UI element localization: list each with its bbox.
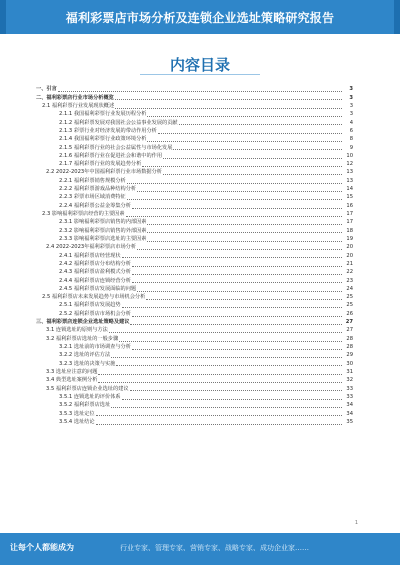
toc-entry[interactable] — [36, 293, 353, 301]
toc-entry[interactable] — [36, 143, 353, 151]
toc-entry[interactable] — [36, 359, 353, 367]
toc-entry-page: 4 — [349, 119, 353, 126]
toc-entry[interactable] — [36, 326, 353, 334]
toc-entry[interactable] — [36, 110, 353, 118]
toc-entry[interactable] — [36, 334, 353, 342]
toc-leader-dots — [98, 382, 342, 383]
toc-entry-text: 2.5.2 福利彩票店市场机会分析 — [59, 310, 131, 317]
toc-leader-dots — [111, 357, 342, 358]
toc-entry[interactable] — [36, 176, 353, 184]
report-title: 福利彩票店市场分析及连锁企业选址策略研究报告 — [65, 10, 335, 25]
header-ribbon-left — [0, 0, 6, 34]
toc-entry[interactable] — [36, 268, 353, 276]
toc-entry-text: 3.5.2 福利彩票店选址 — [59, 402, 111, 409]
toc-entry-page: 28 — [346, 335, 353, 342]
toc-entry[interactable] — [36, 160, 353, 168]
toc-entry-text: 3.4 典型选址案例分析 — [46, 377, 98, 384]
toc-entry[interactable] — [36, 376, 353, 384]
toc-entry-page: 3 — [349, 111, 353, 118]
toc-entry-text: 3.3 选址应注意的问题 — [46, 368, 98, 375]
toc-entry-text: 2.3 影响福利彩票店经营的主要因素 — [42, 211, 125, 217]
toc-entry-text: 2.4 2022-2023年福利彩票店市场分析 — [46, 244, 137, 251]
toc-leader-dots — [173, 149, 342, 150]
toc-leader-dots — [58, 91, 342, 92]
toc-entry[interactable] — [36, 309, 353, 317]
toc-entry-page: 3 — [349, 94, 353, 101]
toc-leader-dots — [109, 332, 342, 333]
toc-entry[interactable] — [36, 418, 353, 426]
toc-entry-page: 8 — [349, 136, 353, 143]
toc-entry-text: 2.2.4 福利彩票公益金筹集分析 — [59, 202, 131, 209]
toc-entry-page: 3 — [349, 86, 353, 93]
toc-entry-page: 13 — [346, 177, 353, 184]
toc-leader-dots — [132, 282, 342, 283]
toc-entry[interactable] — [36, 193, 353, 201]
toc-entry-page: 34 — [346, 410, 353, 417]
toc-entry[interactable] — [36, 201, 353, 209]
toc-entry-text: 2.3.2 影响福利彩票店销售的外部因素 — [59, 227, 147, 234]
footer-tagline: 让每个人都能成为 — [10, 543, 74, 552]
toc-entry-page: 24 — [346, 285, 353, 292]
toc-entry-page: 15 — [346, 194, 353, 201]
toc-entry-page: 27 — [346, 327, 353, 334]
toc-entry-text: 3.1 连锁选址的原则与方法 — [46, 327, 108, 334]
toc-entry-text: 2.2.3 彩票市场区域消费特征 — [59, 194, 126, 201]
toc-entry[interactable] — [36, 127, 353, 135]
toc-leader-dots — [119, 341, 342, 342]
toc-leader-dots — [96, 424, 342, 425]
toc-entry-text: 二、福利彩票店行业市场分析概览 — [36, 94, 114, 101]
toc-entry[interactable] — [36, 301, 353, 309]
toc-entry[interactable] — [36, 135, 353, 143]
toc-entry-page: 19 — [346, 235, 353, 242]
toc-entry-text: 2.4.2 福利彩票店分布结构分析 — [59, 260, 131, 267]
toc-leader-dots — [130, 324, 342, 325]
toc-title: 内容目录 — [169, 56, 230, 74]
toc-entry-page: 28 — [346, 344, 353, 350]
toc-leader-dots — [147, 141, 342, 142]
toc-entry-text: 2.5.1 福利彩票店发展趋势 — [59, 302, 121, 309]
toc-entry-page: 6 — [349, 127, 353, 134]
toc-entry[interactable] — [36, 393, 353, 401]
toc-entry[interactable] — [36, 276, 353, 284]
toc-entry-page: 9 — [349, 144, 353, 151]
toc-title-underline — [140, 74, 260, 75]
toc-entry[interactable] — [36, 226, 353, 234]
toc-entry-page: 29 — [346, 352, 353, 359]
toc-entry[interactable] — [36, 401, 353, 409]
toc-entry-text: 3.5.3 选址定位 — [59, 410, 95, 417]
report-header-bar — [0, 0, 400, 34]
toc-entry-page: 32 — [346, 377, 353, 384]
toc-entry-text: 三、福利彩票店连锁企业选址策略及建议 — [36, 319, 130, 326]
toc-entry[interactable] — [36, 251, 353, 259]
toc-entry-text: 2.4.1 福利彩票店经营现状 — [59, 252, 121, 259]
toc-leader-dots — [147, 224, 342, 225]
toc-leader-dots — [146, 299, 342, 300]
toc-entry[interactable] — [36, 118, 353, 126]
toc-leader-dots — [132, 349, 342, 350]
toc-entry-text: 3.2.2 选址的评估方法 — [59, 352, 111, 359]
toc-entry-text: 2.2.1 福利彩票销售规模分析 — [59, 177, 126, 184]
toc-leader-dots — [147, 116, 342, 117]
toc-entry-page: 34 — [346, 402, 353, 409]
toc-entry-text: 2.4.3 福利彩票店盈利模式分析 — [59, 269, 131, 276]
toc-leader-dots — [127, 183, 342, 184]
toc-entry[interactable] — [36, 368, 353, 376]
toc-entry-text: 2.1.6 福利彩票行业在促进社会和谐中的作用 — [59, 152, 163, 159]
toc-leader-dots — [98, 374, 342, 375]
toc-entry-page: 20 — [346, 244, 353, 251]
toc-entry-text: 2.1.4 我国福利彩票行业政策环境分析 — [59, 136, 147, 143]
toc-entry[interactable] — [36, 152, 353, 160]
toc-entry-page: 18 — [346, 227, 353, 234]
header-ribbon-right — [394, 0, 400, 34]
toc-entry[interactable] — [36, 343, 353, 351]
toc-entry-text: 2.1.5 福利彩票行业的社会公益属性与市场化发展 — [59, 144, 173, 151]
toc-entry-text: 2.1.2 福利彩票发展对我国社会公益事业发展的贡献 — [59, 119, 178, 126]
toc-entry[interactable] — [36, 102, 353, 110]
toc-entry-page: 33 — [346, 393, 353, 400]
toc-leader-dots — [137, 291, 342, 292]
toc-entry[interactable] — [36, 185, 353, 193]
toc-leader-dots — [126, 216, 342, 217]
toc-leader-dots — [96, 415, 342, 416]
toc-entry-page: 3 — [349, 102, 353, 109]
toc-entry[interactable] — [36, 260, 353, 268]
toc-leader-dots — [127, 199, 342, 200]
toc-entry[interactable] — [36, 85, 353, 93]
toc-entry-page: 10 — [346, 152, 353, 159]
toc-entry-text: 2.3.3 影响福利彩票店选址的主要因素 — [59, 235, 147, 242]
toc-leader-dots — [115, 108, 342, 109]
toc-leader-dots — [111, 407, 342, 408]
toc-entry-page: 26 — [346, 310, 353, 317]
toc-entry-text: 2.1 福利彩票行业发展现状概述 — [42, 102, 115, 109]
toc-entry-page: 20 — [346, 252, 353, 259]
toc-leader-dots — [122, 307, 342, 308]
toc-leader-dots — [130, 390, 342, 391]
toc-entry[interactable] — [36, 168, 353, 176]
table-of-contents — [36, 85, 353, 426]
toc-entry-text: 2.1.7 福利彩票行业的发展趋势分析 — [59, 161, 142, 168]
toc-entry-page: 27 — [345, 319, 353, 326]
toc-entry-text: 3.5.1 连锁选址的评价体系 — [59, 393, 121, 400]
toc-entry-text: 一、引言 — [36, 86, 57, 93]
toc-leader-dots — [179, 124, 342, 125]
toc-leader-dots — [116, 365, 342, 366]
toc-entry[interactable] — [36, 384, 353, 392]
toc-leader-dots — [115, 99, 342, 100]
toc-entry-page: 14 — [346, 186, 353, 193]
toc-entry[interactable] — [36, 285, 353, 293]
toc-leader-dots — [137, 249, 342, 250]
toc-entry[interactable] — [36, 210, 353, 218]
toc-entry[interactable] — [36, 93, 353, 101]
page-number: 1 — [354, 520, 358, 526]
toc-entry-page: 21 — [346, 260, 353, 267]
toc-entry-page: 16 — [346, 202, 353, 209]
toc-entry-text: 2.4.4 福利彩票店连锁经营分析 — [59, 277, 131, 284]
toc-leader-dots — [132, 274, 342, 275]
toc-entry-page: 33 — [346, 385, 353, 392]
toc-leader-dots — [122, 399, 342, 400]
toc-entry-page: 25 — [346, 302, 353, 309]
toc-entry-page: 30 — [346, 360, 353, 367]
toc-entry-text: 3.5 福利彩票店连锁企业选址的建议 — [46, 385, 129, 392]
toc-leader-dots — [158, 133, 342, 134]
toc-leader-dots — [147, 241, 342, 242]
toc-entry-page: 22 — [346, 269, 353, 276]
toc-leader-dots — [142, 166, 342, 167]
toc-entry-page: 17 — [346, 219, 353, 226]
toc-entry-text: 2.2.2 福利彩票游戏品种结构分析 — [59, 186, 137, 193]
toc-entry-text: 2.2 2022-2023年中国福利彩票行业市场数据分析 — [46, 169, 162, 176]
footer-slogan: 行业专家、管理专家、营销专家、战略专家、成功企业家…… — [120, 544, 309, 552]
toc-leader-dots — [132, 208, 342, 209]
toc-entry-text: 2.4.5 福利彩票店发展面临的问题 — [59, 285, 137, 292]
toc-entry[interactable] — [36, 243, 353, 251]
toc-entry[interactable] — [36, 409, 353, 417]
toc-entry-page: 12 — [346, 161, 353, 168]
toc-entry-page: 23 — [346, 277, 353, 284]
toc-entry-page: 35 — [346, 418, 353, 425]
toc-leader-dots — [163, 174, 342, 175]
toc-leader-dots — [132, 266, 342, 267]
toc-entry-page: 13 — [346, 169, 353, 176]
toc-entry-text: 3.2 福利彩票店选址的一般步骤 — [46, 335, 119, 342]
toc-entry-page: 31 — [346, 368, 353, 375]
toc-entry-page: 25 — [346, 294, 353, 301]
toc-entry[interactable] — [36, 218, 353, 226]
toc-leader-dots — [122, 257, 342, 258]
toc-entry[interactable] — [36, 235, 353, 243]
toc-entry-text: 2.3.1 影响福利彩票店销售的内部因素 — [59, 219, 147, 226]
toc-entry-text: 3.2.1 选址前的市场调查与分析 — [59, 344, 131, 350]
toc-entry-text: 2.1.3 彩票行业对经济发展的带动作用分析 — [59, 127, 157, 134]
toc-entry-text: 3.2.3 选址的决策与实施 — [59, 360, 116, 367]
footer-bar — [0, 533, 400, 565]
toc-leader-dots — [132, 316, 342, 317]
toc-entry-text: 3.5.4 选址结论 — [59, 418, 95, 425]
toc-entry-page: 17 — [346, 211, 353, 217]
toc-entry-text: 2.5 福利彩票店未来发展趋势与市场机会分析 — [42, 294, 146, 301]
toc-entry-text: 2.1.1 我国福利彩票行业发展历程分析 — [59, 111, 147, 118]
toc-leader-dots — [147, 232, 342, 233]
toc-leader-dots — [137, 191, 342, 192]
toc-entry[interactable] — [36, 318, 353, 326]
toc-leader-dots — [163, 158, 342, 159]
toc-entry[interactable] — [36, 351, 353, 359]
